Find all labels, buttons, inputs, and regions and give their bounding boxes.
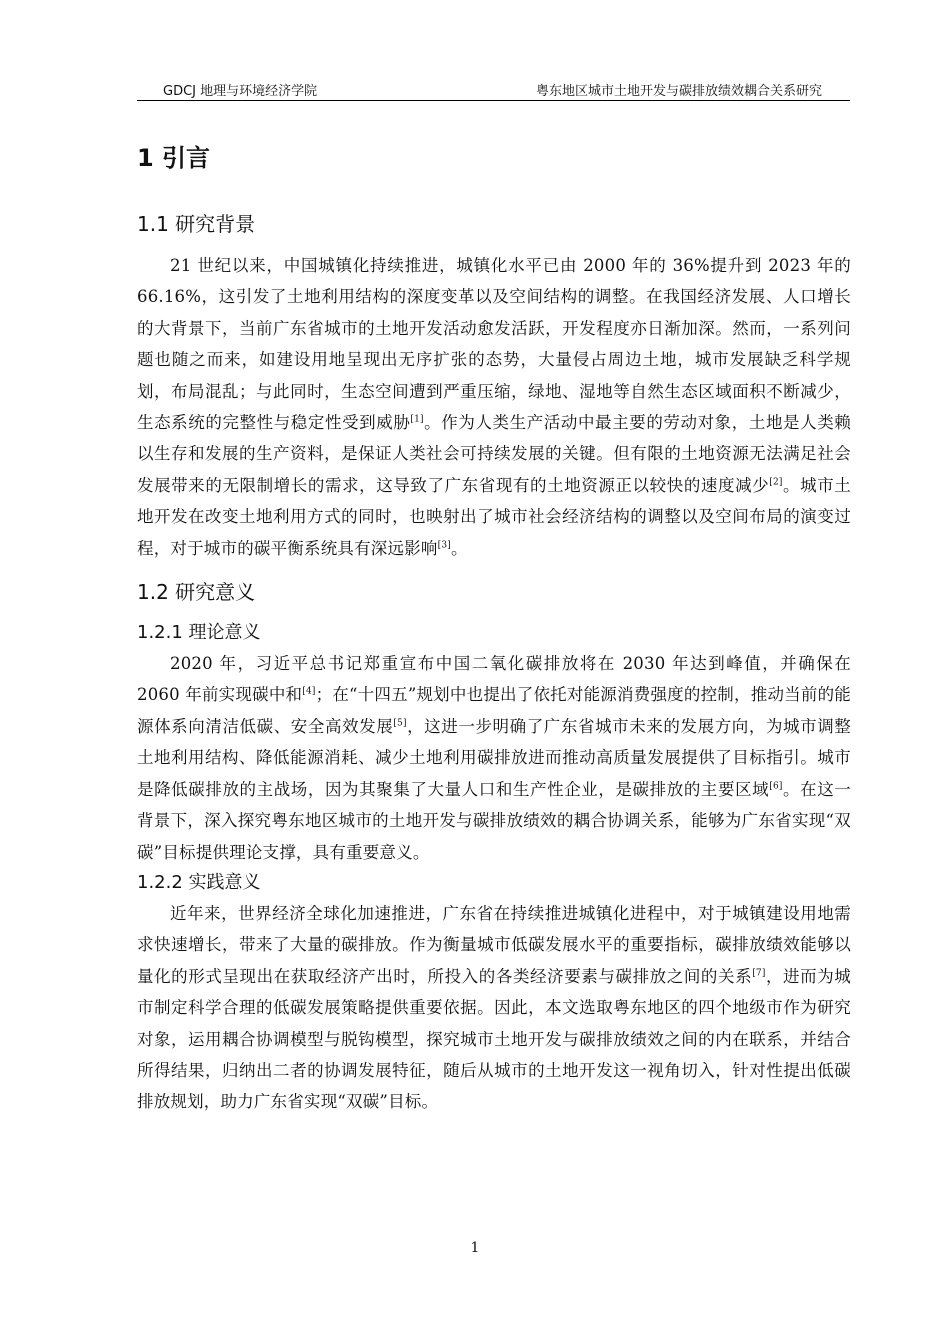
page-body [137,138,851,1118]
citation: [7] [752,968,766,979]
paragraph-theory [137,648,851,868]
text-run: 21 世纪以来，中国城镇化持续推进，城镇化水平已由 2000 年的 36%提升到 2023 年的 66.16%，这引发了土地利用结构的深度变革以及空间结构的调整。在我国经济发展、人口增长的大背景下，当前广东省城市的土地开发活动愈发活跃，开发程度亦日渐加深。然而，一系列问题也随之而来，如建设用地呈现出无序扩张的态势，大量侵占周边土地，城市发展缺乏科学规划，布局混乱；与此同时，生态空间遭到严重压缩，绿地、湿地等自然生态区域面积不断减少，生态系统的完整性与稳定性受到威胁 [137,256,851,433]
paragraph-background [137,250,851,564]
text-run: 近年来，世界经济全球化加速推进，广东省在持续推进城镇化进程中，对于城镇建设用地需求快速增长，带来了大量的碳排放。作为衡量城市低碳发展水平的重要指标，碳排放绩效能够以量化的形式呈现出在获取经济产出时，所投入的各类经济要素与碳排放之间的关系 [137,903,851,986]
header-left-text: GDCJ 地理与环境经济学院 [163,84,318,99]
paragraph-practice [137,898,851,1118]
header-right-title: 粤东地区城市土地开发与碳排放绩效耦合关系研究 [535,84,822,99]
citation: [2] [769,477,783,488]
subsection-title-1-2-1: 1.2.1 理论意义 [137,622,261,644]
subsection-title-1-2-2: 1.2.2 实践意义 [137,871,261,893]
text-run: 2020 年，习近平总书记郑重宣布中国二氧化碳排放将在 2030 年达到峰值，并确保在 2060 年前实现碳中和 [137,654,851,705]
text-run: ；在“十四五”规划中也提出了依托对能源消费强度的控制，推动当前的能源体系向清洁低碳、安全高效发展 [137,685,851,736]
text-run: 。作为人类生产活动中最主要的劳动对象，土地是人类赖以生存和发展的生产资料，是保证人类社会可持续发展的关键。但有限的土地资源无法满足社会发展带来的无限制增长的需求，这导致了广东省现有的土地资源正以较快的速度减少 [137,413,851,495]
text-run: 。在这一背景下，深入探究粤东地区城市的土地开发与碳排放绩效的耦合协调关系，能够为广东省实现“双碳”目标提供理论支撑，具有重要意义。 [137,779,851,862]
citation: [6] [769,781,783,792]
section-title-1-1: 1.1 研究背景 [137,212,256,236]
chapter-title: 1 引言 [137,144,211,172]
citation: [4] [302,686,316,697]
citation: [5] [393,718,407,729]
text-run: ，这进一步明确了广东省城市未来的发展方向，为城市调整土地利用结构、降低能源消耗、减少土地利用碳排放进而推动高质量发展提供了目标指引。城市是降低碳排放的主战场，因为其聚集了大量人口和生产性企业，是碳排放的主要区域 [137,716,852,799]
citation: [1] [410,414,424,425]
page-header [137,78,850,101]
page-number: 1 [470,1240,480,1256]
text-run: ，进而为城市制定科学合理的低碳发展策略提供重要依据。因此，本文选取粤东地区的四个地级市作为研究对象，运用耦合协调模型与脱钩模型，探究城市土地开发与碳排放绩效之间的内在联系，并结合所得结果，归纳出二者的协调发展特征，随后从城市的土地开发这一视角切入，针对性提出低碳排放规划，助力广东省实现“双碳”目标。 [137,966,852,1112]
section-title-1-2: 1.2 研究意义 [137,580,256,605]
text-run: 。城市土地开发在改变土地利用方式的同时，也映射出了城市社会经济结构的调整以及空间布局的演变过程，对于城市的碳平衡系统具有深远影响 [137,475,851,558]
text-run: 。 [450,538,468,558]
citation: [3] [437,540,451,551]
